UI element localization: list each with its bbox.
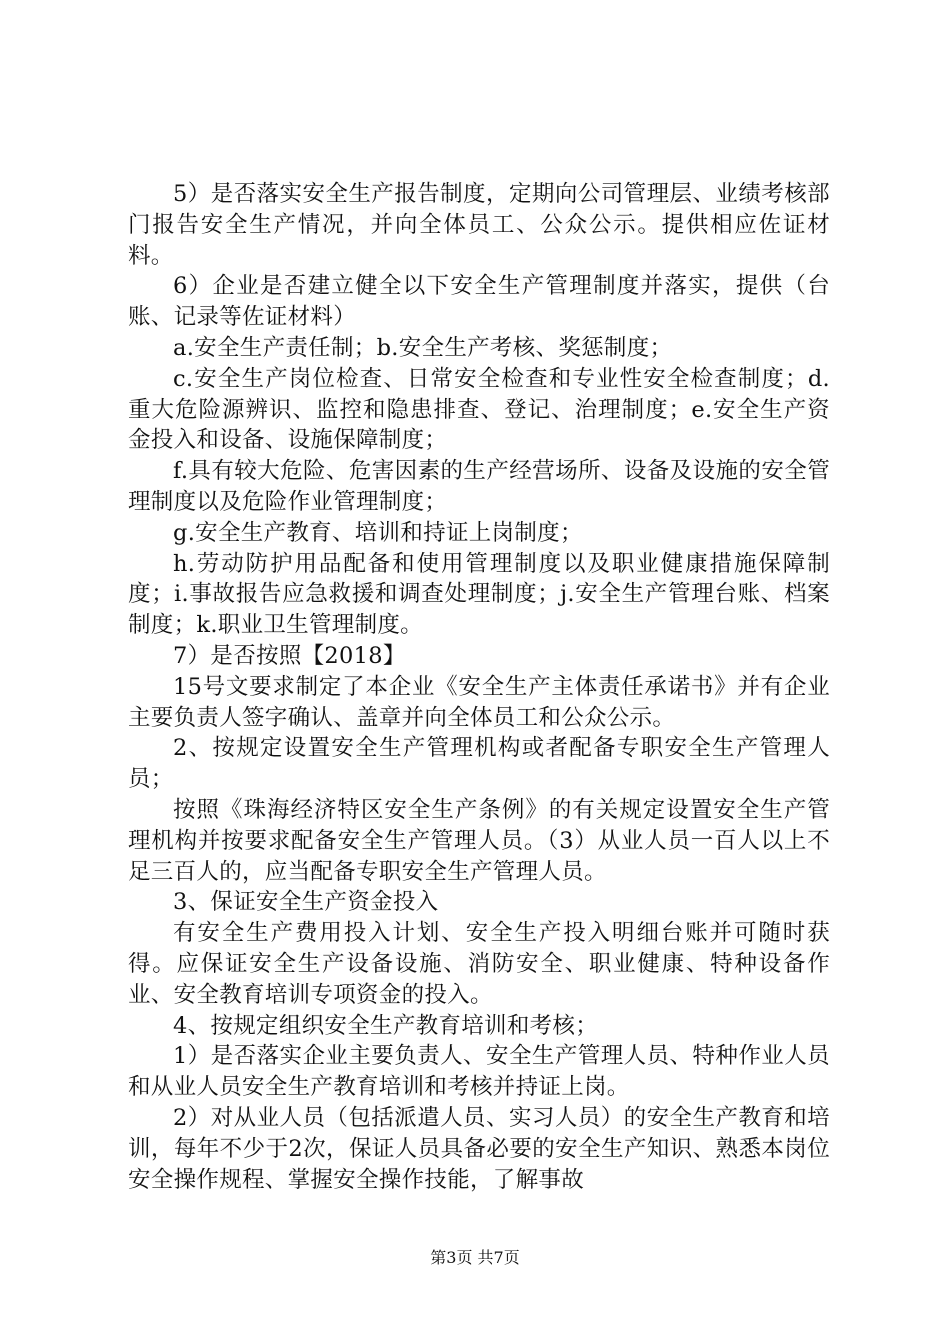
- paragraph: 5）是否落实安全生产报告制度，定期向公司管理层、业绩考核部门报告安全生产情况，并向全体员工、公众公示。提供相应佐证材料。: [128, 181, 830, 269]
- paragraph: 按照《珠海经济特区安全生产条例》的有关规定设置安全生产管理机构并按要求配备安全生产管理人员。（3）从业人员一百人以上不足三百人的，应当配备专职安全生产管理人员。: [128, 796, 830, 885]
- paragraph: a.安全生产责任制；b.安全生产考核、奖惩制度；: [173, 334, 673, 361]
- paragraph: 7）是否按照【2018】: [173, 642, 406, 669]
- paragraph: 1）是否落实企业主要负责人、安全生产管理人员、特种作业人员和从业人员安全生产教育培训和考核并持证上岗。: [128, 1043, 830, 1101]
- paragraph: 4、按规定组织安全生产教育培训和考核；: [173, 1012, 599, 1039]
- paragraph: 2）对从业人员（包括派遣人员、实习人员）的安全生产教育和培训，每年不少于2次，保证人员具备必要的安全生产知识、熟悉本岗位安全操作规程、掌握安全操作技能，了解事故: [128, 1104, 830, 1193]
- page-number-footer: 第3页 共7页: [430, 1248, 520, 1267]
- paragraph: 2、按规定设置安全生产管理机构或者配备专职安全生产管理人员；: [128, 735, 830, 793]
- paragraph: f.具有较大危险、危害因素的生产经营场所、设备及设施的安全管理制度以及危险作业管理制度；: [128, 458, 830, 515]
- paragraph: c.安全生产岗位检查、日常安全检查和专业性安全检查制度；d.重大危险源辨识、监控和隐患排查、登记、治理制度；e.安全生产资金投入和设备、设施保障制度；: [128, 365, 830, 454]
- paragraph: 6）企业是否建立健全以下安全生产管理制度并落实，提供（台账、记录等佐证材料）: [128, 273, 830, 331]
- paragraph: 3、保证安全生产资金投入: [173, 889, 439, 916]
- document-body: [128, 179, 830, 1195]
- paragraph: g.安全生产教育、培训和持证上岗制度；: [173, 519, 583, 546]
- paragraph: 15号文要求制定了本企业《安全生产主体责任承诺书》并有企业主要负责人签字确认、盖章并向全体员工和公众公示。: [128, 673, 830, 731]
- paragraph: h.劳动防护用品配备和使用管理制度以及职业健康措施保障制度；i.事故报告应急救援和调查处理制度；j.安全生产管理台账、档案制度；k.职业卫生管理制度。: [128, 550, 830, 639]
- paragraph: 有安全生产费用投入计划、安全生产投入明细台账并可随时获得。应保证安全生产设备设施、消防安全、职业健康、特种设备作业、安全教育培训专项资金的投入。: [128, 920, 830, 1008]
